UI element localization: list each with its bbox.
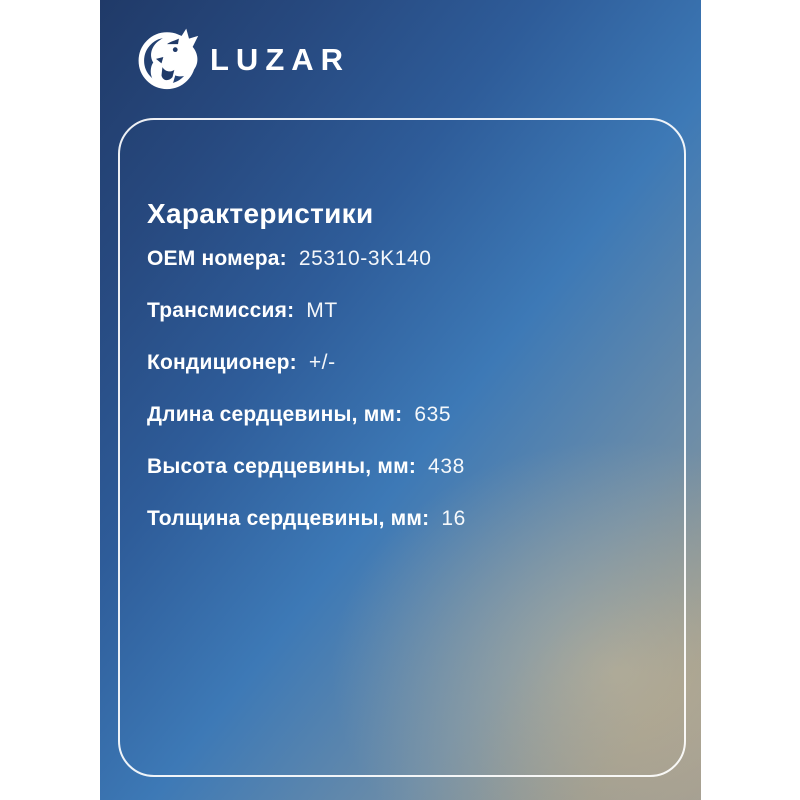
spec-label: Высота сердцевины, мм: [147,455,417,478]
spec-value: 16 [441,507,466,530]
left-white-margin [0,0,100,800]
brand-name: LUZAR [210,41,351,77]
spec-row-air-conditioner [147,350,654,376]
spec-row-core-thickness [147,506,654,532]
spec-value: 635 [414,403,452,426]
spec-label: OEM номера: [147,247,287,270]
specifications-card [118,118,686,777]
spec-row-core-height [147,454,654,480]
brand-logo [134,24,350,90]
spec-label: Кондиционер: [147,351,297,374]
right-white-margin [701,0,800,800]
spec-value: +/- [308,351,336,374]
spec-label: Толщина сердцевины, мм: [147,507,430,530]
spec-label: Длина сердцевины, мм: [147,403,403,426]
spec-label: Трансмиссия: [147,299,295,322]
luzar-cat-logo-icon [134,24,200,90]
spec-value: МТ [306,299,338,322]
spec-row-oem [147,246,654,272]
spec-value: 438 [428,455,465,478]
spec-row-core-length [147,402,654,428]
spec-row-transmission [147,298,654,324]
specifications-title: Характеристики [147,198,374,229]
gradient-photo-background [100,0,701,800]
spec-value: 25310-3K140 [298,247,432,270]
